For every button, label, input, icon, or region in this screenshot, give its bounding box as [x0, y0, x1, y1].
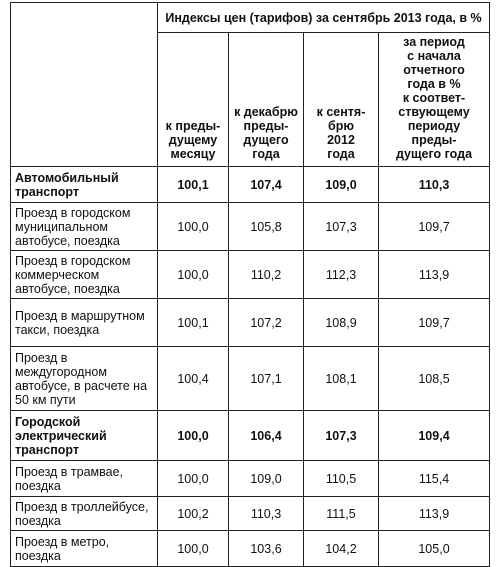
table-row — [11, 411, 490, 461]
row-label: Проезд в маршрутном такси, поездка — [11, 299, 158, 347]
header-corner-cell — [11, 3, 158, 167]
row-value: 108,1 — [304, 347, 379, 411]
row-label: Проезд в междугородном автобусе, в расчете на 50 км пути — [11, 347, 158, 411]
row-value: 103,6 — [229, 531, 304, 567]
row-value: 107,3 — [304, 203, 379, 251]
header-group-title: Индексы цен (тарифов) за сентябрь 2013 года, в % — [158, 3, 490, 33]
row-value: 110,2 — [229, 251, 304, 299]
row-value: 105,8 — [229, 203, 304, 251]
table-row — [11, 299, 490, 347]
row-label: Проезд в трамвае, поездка — [11, 461, 158, 497]
row-value: 112,3 — [304, 251, 379, 299]
row-label: Городской электрический транспорт — [11, 411, 158, 461]
table-row — [11, 167, 490, 203]
table-row — [11, 203, 490, 251]
row-value: 108,5 — [379, 347, 490, 411]
row-value: 113,9 — [379, 251, 490, 299]
row-value: 107,1 — [229, 347, 304, 411]
row-value: 110,3 — [229, 497, 304, 531]
row-value: 107,3 — [304, 411, 379, 461]
row-value: 115,4 — [379, 461, 490, 497]
table-row — [11, 531, 490, 567]
row-value: 113,9 — [379, 497, 490, 531]
table-row — [11, 497, 490, 531]
row-value: 100,1 — [158, 299, 229, 347]
row-value: 104,2 — [304, 531, 379, 567]
row-label: Проезд в метро, поездка — [11, 531, 158, 567]
row-value: 105,0 — [379, 531, 490, 567]
row-label: Проезд в городском коммерческом автобусе, поездка — [11, 251, 158, 299]
row-value: 100,0 — [158, 461, 229, 497]
row-value: 107,2 — [229, 299, 304, 347]
col-header-dec-prev-year: к декабрю преды- дущего года — [229, 33, 304, 167]
row-value: 106,4 — [229, 411, 304, 461]
header-row-top — [11, 3, 490, 33]
row-value: 110,3 — [379, 167, 490, 203]
table-row — [11, 461, 490, 497]
row-value: 100,4 — [158, 347, 229, 411]
row-value: 100,0 — [158, 203, 229, 251]
row-value: 111,5 — [304, 497, 379, 531]
price-index-table — [10, 2, 490, 567]
row-value: 108,9 — [304, 299, 379, 347]
row-value: 109,7 — [379, 299, 490, 347]
row-value: 100,0 — [158, 411, 229, 461]
row-value: 100,1 — [158, 167, 229, 203]
col-header-sep-2012: к сентя- брю 2012 года — [304, 33, 379, 167]
row-label: Автомобильный транспорт — [11, 167, 158, 203]
row-value: 100,0 — [158, 531, 229, 567]
row-value: 100,0 — [158, 251, 229, 299]
row-value: 100,2 — [158, 497, 229, 531]
price-index-table-container — [10, 2, 490, 567]
table-body — [11, 167, 490, 567]
row-value: 110,5 — [304, 461, 379, 497]
row-value: 109,7 — [379, 203, 490, 251]
row-value: 109,4 — [379, 411, 490, 461]
table-row — [11, 347, 490, 411]
row-value: 109,0 — [304, 167, 379, 203]
row-value: 107,4 — [229, 167, 304, 203]
table-row — [11, 251, 490, 299]
row-value: 109,0 — [229, 461, 304, 497]
col-header-prev-month: к преды- дущему месяцу — [158, 33, 229, 167]
row-label: Проезд в городском муниципальном автобусе, поездка — [11, 203, 158, 251]
row-label: Проезд в троллейбусе, поездка — [11, 497, 158, 531]
col-header-period-ytd: за период с начала отчетного года в % к соответ- ствующему периоду преды- дущего года — [379, 33, 490, 167]
